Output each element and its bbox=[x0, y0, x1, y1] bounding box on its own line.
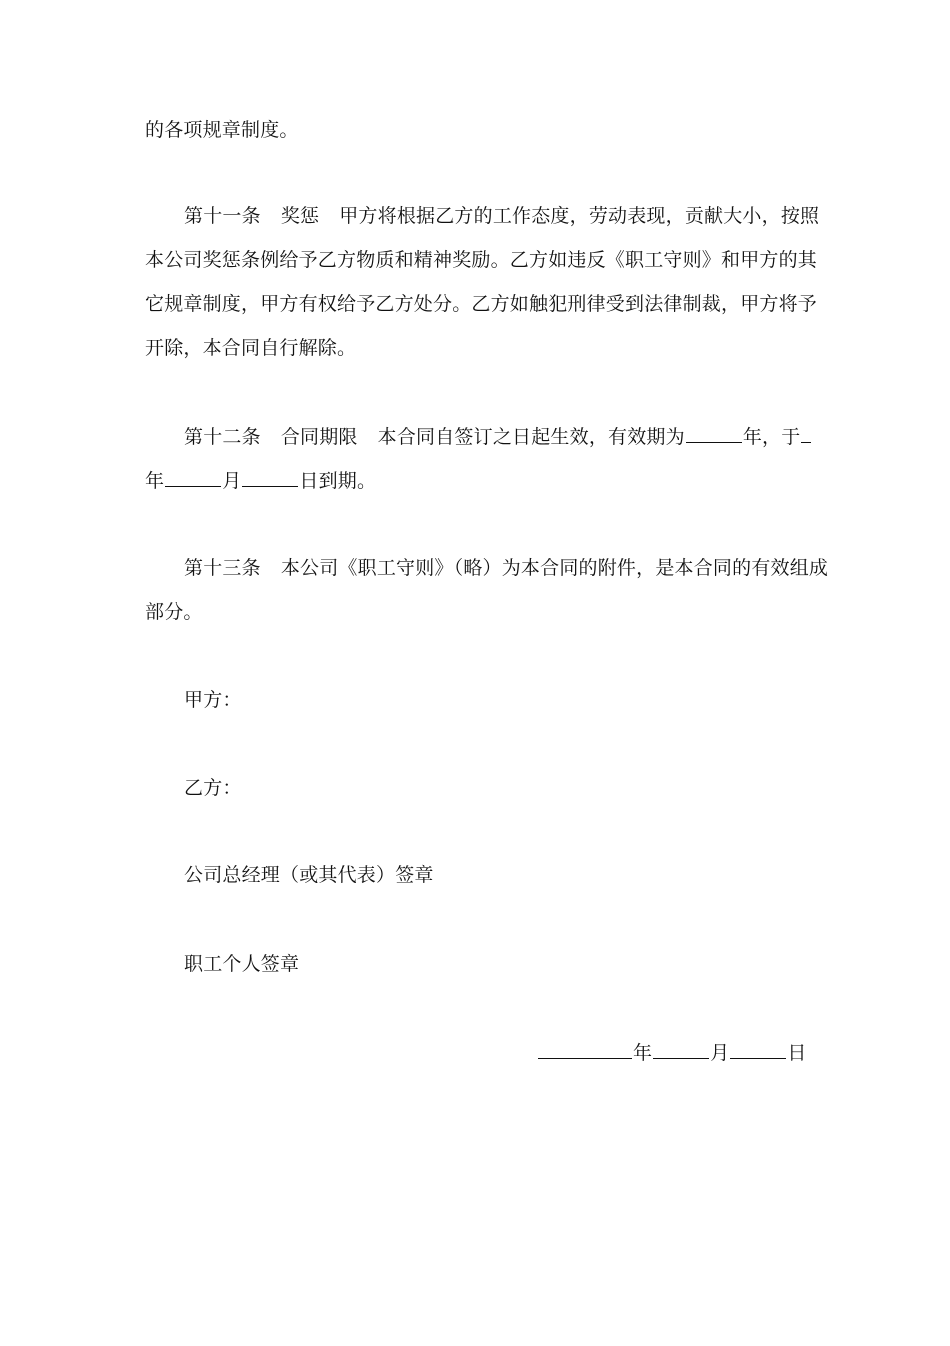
date-day-label: 日 bbox=[787, 1042, 807, 1064]
article-11-title: 奖惩 bbox=[280, 205, 320, 227]
employee-signature-label bbox=[184, 952, 299, 976]
date-month-blank[interactable] bbox=[653, 1040, 709, 1059]
expiry-year-blank-start[interactable] bbox=[801, 424, 811, 443]
article-12-text: 本合同自签订之日起生效，有效期为 bbox=[377, 426, 685, 448]
date-day-blank[interactable] bbox=[730, 1040, 786, 1059]
article-13-label: 第十三条 bbox=[184, 557, 261, 579]
article-11-text: 它规章制度，甲方有权给予乙方处分。乙方如触犯刑律受到法律制裁，甲方将予 bbox=[145, 293, 818, 315]
article-12-line-2 bbox=[145, 468, 376, 493]
article-12-line-1 bbox=[184, 424, 812, 449]
article-11-label: 第十一条 bbox=[184, 205, 261, 227]
company-signature-text: 公司总经理（或其代表）签章 bbox=[184, 864, 434, 886]
article-12-title: 合同期限 bbox=[280, 426, 358, 448]
expiry-day-blank[interactable] bbox=[242, 468, 298, 487]
year-unit-text: 年，于 bbox=[742, 426, 801, 448]
party-b-text: 乙方： bbox=[184, 777, 242, 799]
expiry-month-blank[interactable] bbox=[165, 468, 221, 487]
article-11-line-4 bbox=[145, 336, 356, 360]
article-13-line-2 bbox=[145, 600, 203, 624]
party-a-text: 甲方： bbox=[184, 689, 242, 711]
article-11-line-3 bbox=[145, 292, 817, 316]
article-12-label: 第十二条 bbox=[184, 426, 261, 448]
party-a-label bbox=[184, 688, 242, 712]
article-11-line-2 bbox=[145, 248, 817, 272]
paragraph-text: 的各项规章制度。 bbox=[145, 119, 299, 141]
day-expiry-label: 日到期。 bbox=[299, 470, 377, 492]
term-years-blank[interactable] bbox=[686, 424, 742, 443]
article-11-line-1 bbox=[184, 204, 819, 228]
date-year-blank[interactable] bbox=[538, 1040, 632, 1059]
employee-signature-text: 职工个人签章 bbox=[184, 953, 300, 975]
party-b-label bbox=[184, 776, 242, 800]
article-13-text: 部分。 bbox=[145, 601, 203, 623]
article-13-text: 本公司《职工守则》（略）为本合同的附件，是本合同的有效组成 bbox=[280, 557, 829, 579]
company-signature-label bbox=[184, 863, 434, 887]
month-label: 月 bbox=[222, 470, 242, 492]
date-month-label: 月 bbox=[710, 1042, 730, 1064]
article-13-line-1 bbox=[184, 556, 828, 580]
article-11-text: 甲方将根据乙方的工作态度，劳动表现，贡献大小，按照 bbox=[339, 205, 820, 227]
signing-date bbox=[537, 1040, 807, 1065]
article-11-text: 开除，本合同自行解除。 bbox=[145, 337, 357, 359]
paragraph-previous-end bbox=[145, 118, 299, 142]
year-label: 年 bbox=[145, 470, 165, 492]
date-year-label: 年 bbox=[633, 1042, 653, 1064]
article-11-text: 本公司奖惩条例给予乙方物质和精神奖励。乙方如违反《职工守则》和甲方的其 bbox=[145, 249, 818, 271]
